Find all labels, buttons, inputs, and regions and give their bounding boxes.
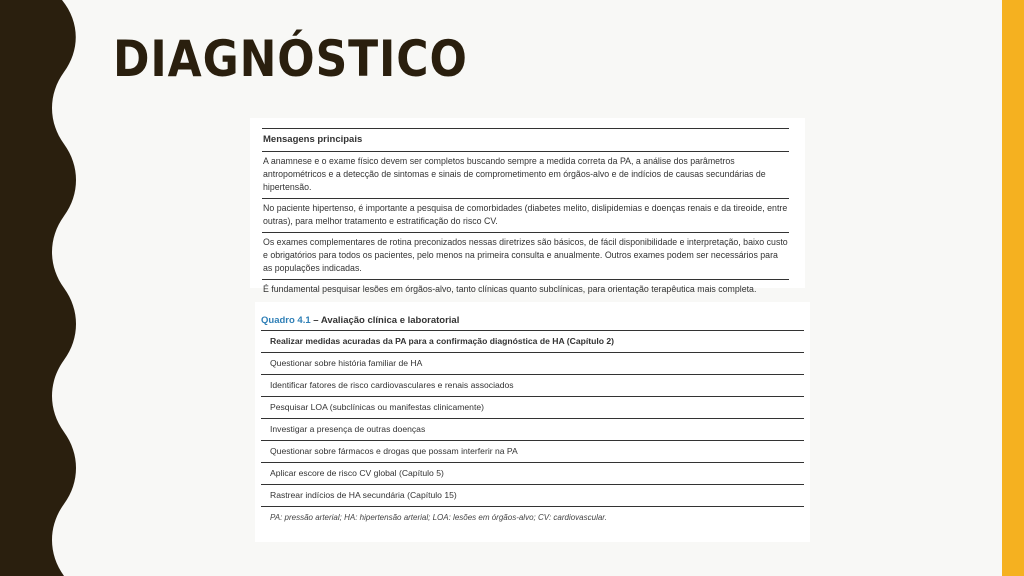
table-row: Rastrear indícios de HA secundária (Capítulo 15)	[261, 485, 804, 507]
message-item: No paciente hipertenso, é importante a pesquisa de comorbidades (diabetes melito, dislipidemias e doenças renais e da tireoide, entre outras), para melhor tratamento e estratificação do risco CV.	[262, 199, 789, 233]
quadro-title	[261, 315, 804, 331]
message-item: Os exames complementares de rotina preconizados nessas diretrizes são básicos, de fácil disponibilidade e interpretação, baixo custo e obrigatórios para todos os pacientes, pelo menos na primeira consulta e anualmente. Outros exames podem ser necessários para as populações indicadas.	[262, 233, 789, 280]
quadro-table	[255, 302, 810, 542]
table-row: Questionar sobre fármacos e drogas que possam interferir na PA	[261, 441, 804, 463]
table-row: Pesquisar LOA (subclínicas ou manifestas clinicamente)	[261, 397, 804, 419]
messages-heading: Mensagens principais	[262, 128, 789, 152]
table-row: Questionar sobre história familiar de HA	[261, 353, 804, 375]
main-messages-box	[250, 118, 805, 294]
table-row: Investigar a presença de outras doenças	[261, 419, 804, 441]
table-header-row: Realizar medidas acuradas da PA para a confirmação diagnóstica de HA (Capítulo 2)	[261, 331, 804, 353]
right-accent-bar	[1002, 0, 1024, 576]
message-item: É fundamental pesquisar lesões em órgãos-alvo, tanto clínicas quanto subclínicas, para orientação terapêutica mais completa.	[262, 280, 789, 304]
table-row: Aplicar escore de risco CV global (Capítulo 5)	[261, 463, 804, 485]
wavy-left-band	[0, 0, 80, 576]
message-item: A anamnese e o exame físico devem ser completos buscando sempre a medida correta da PA, a análise dos parâmetros antropométricos e a detecção de sintomas e sinais de comprometimento em órgãos-alvo e de indícios de causas secundárias de hipertensão.	[262, 152, 789, 199]
quadro-number: Quadro 4.1	[261, 315, 311, 326]
table-row: Identificar fatores de risco cardiovasculares e renais associados	[261, 375, 804, 397]
slide-title: DIAGNÓSTICO	[113, 30, 468, 88]
table-footnote: PA: pressão arterial; HA: hipertensão arterial; LOA: lesões em órgãos-alvo; CV: cardiovascular.	[270, 513, 607, 522]
quadro-title-text: – Avaliação clínica e laboratorial	[310, 315, 460, 326]
